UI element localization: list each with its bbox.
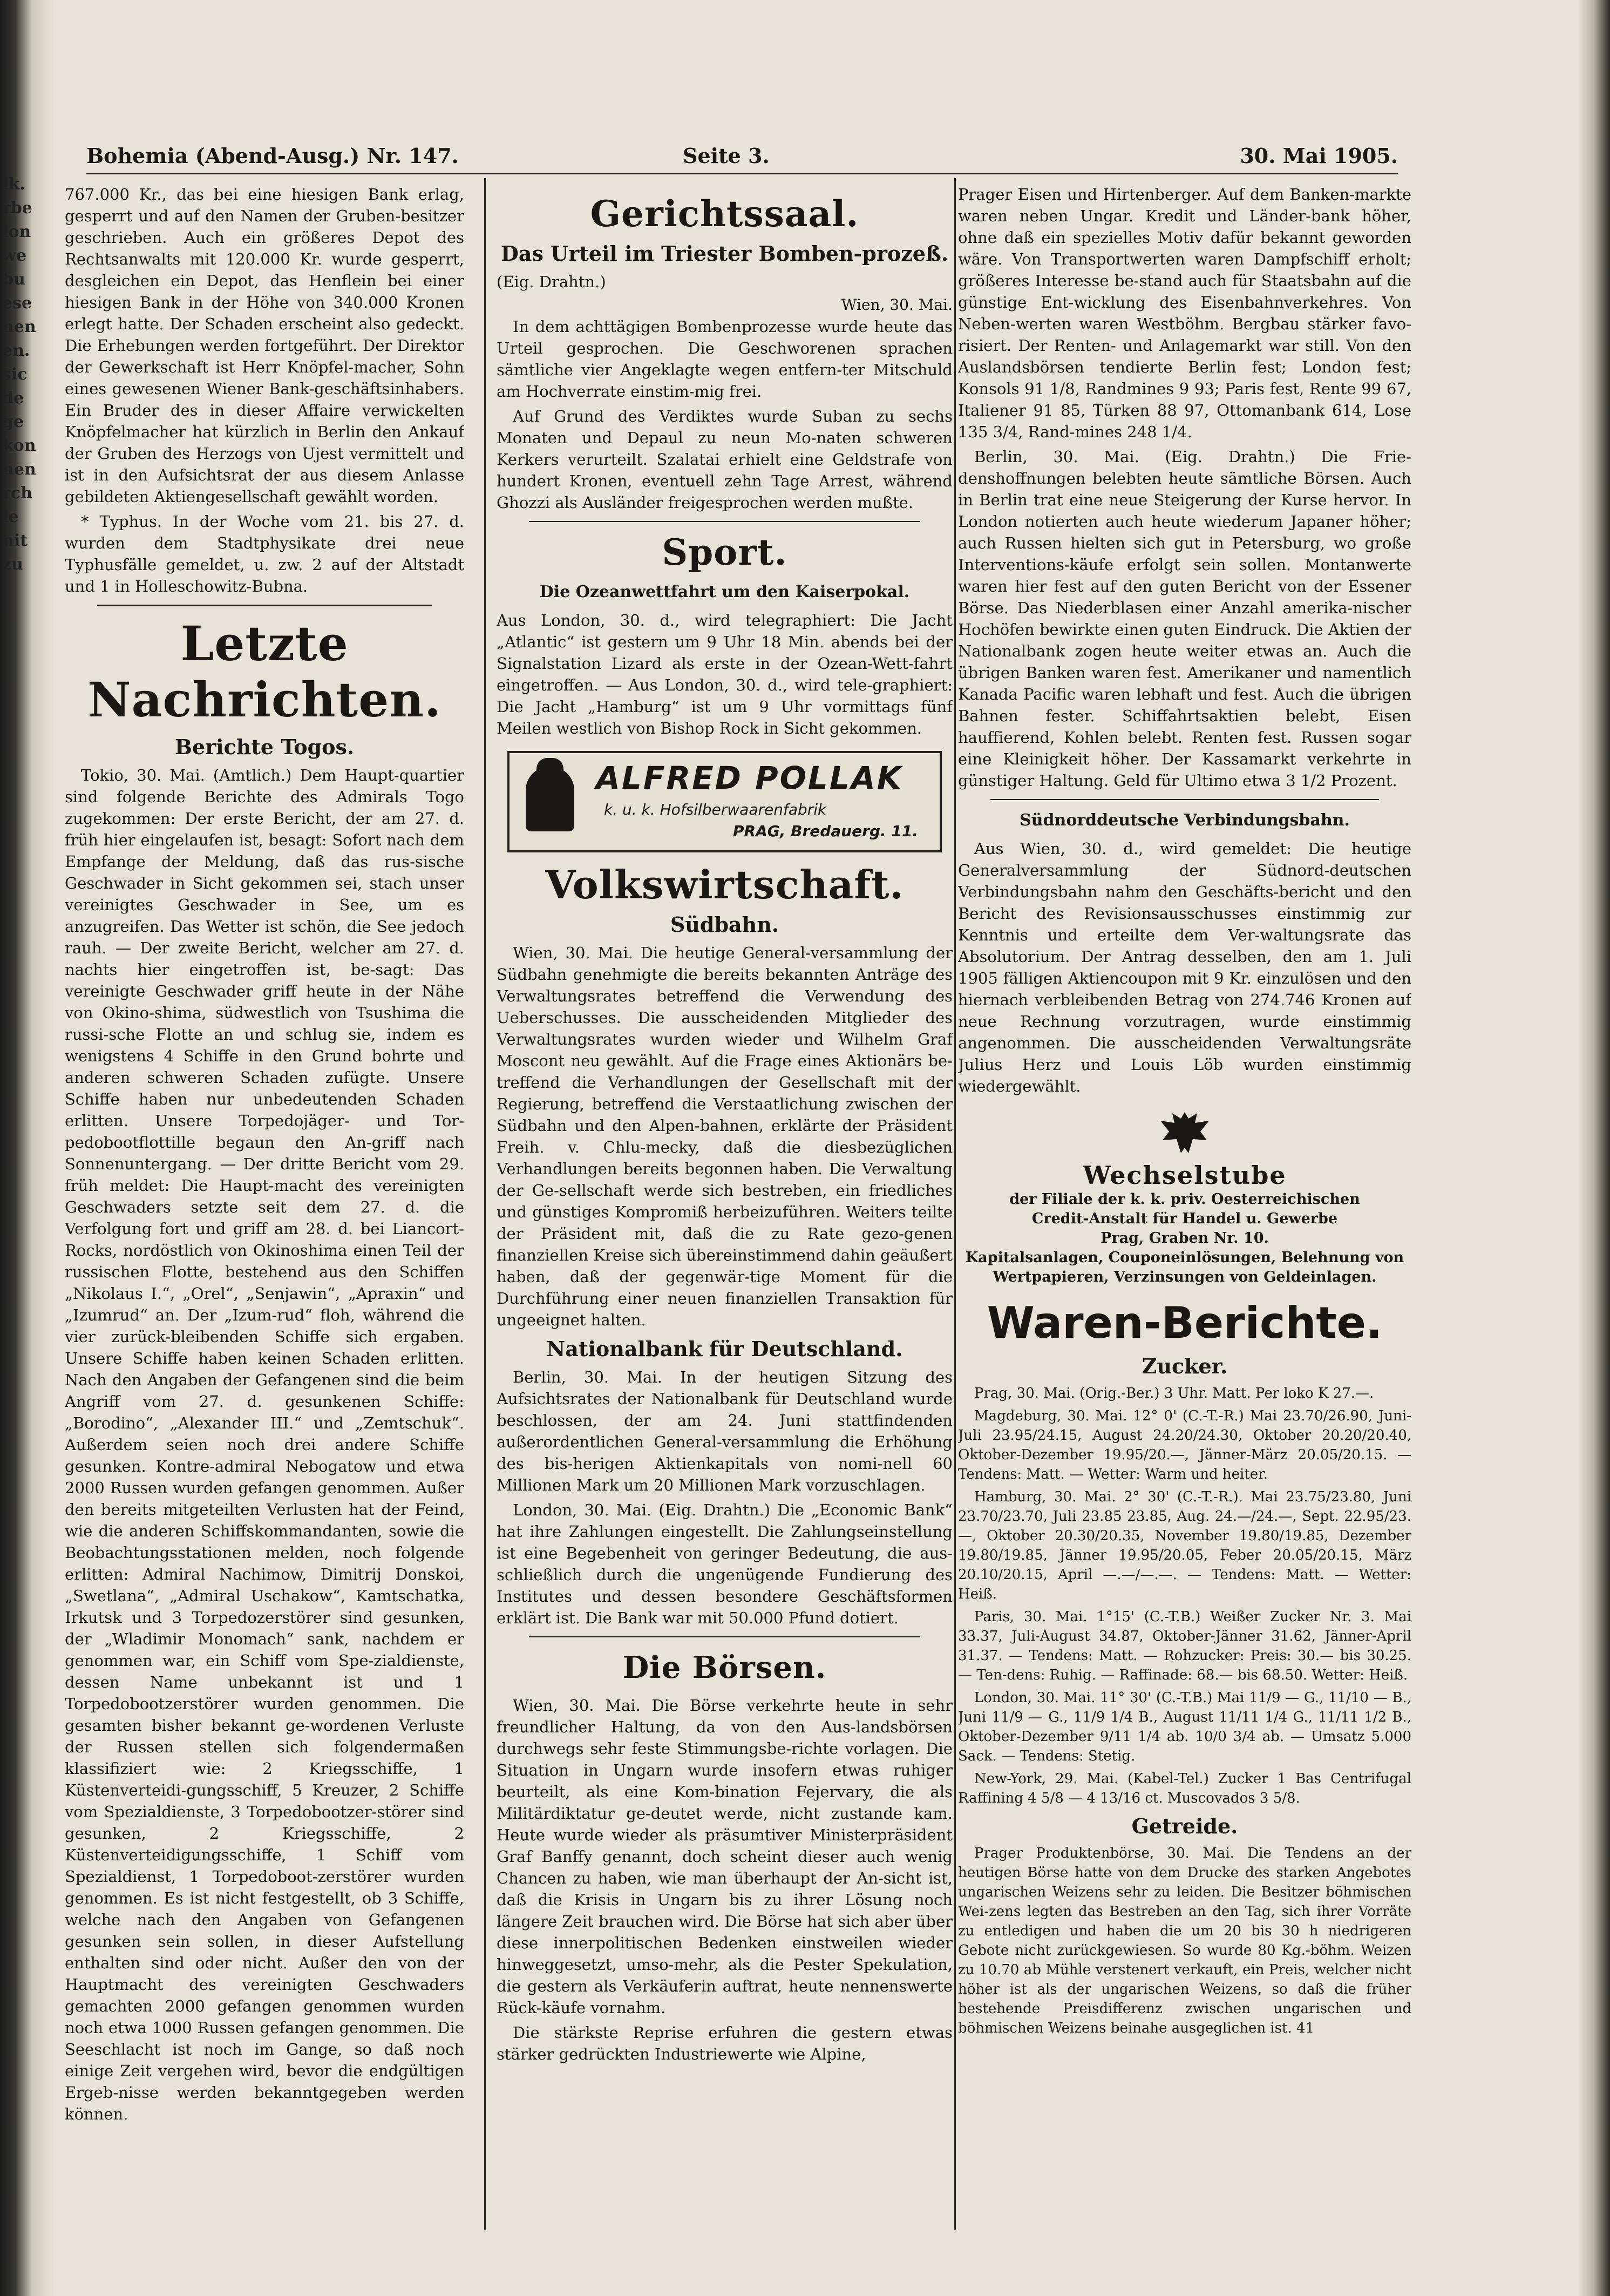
column-3 xyxy=(958,184,1411,2235)
bank-details xyxy=(958,1190,1411,1287)
bank-line: Credit-Anstalt für Handel u. Gewerbe xyxy=(1031,1210,1338,1227)
dateline: Wien, 30. Mai. xyxy=(841,296,953,314)
bank-line: Wertpapieren, Verzinsungen von Geldeinlagen. xyxy=(993,1269,1377,1285)
article-heading: Südbahn. xyxy=(670,912,779,937)
section-heading: Die Börsen. xyxy=(622,1650,827,1685)
advertisement xyxy=(507,751,942,852)
crown-icon xyxy=(526,767,574,831)
section-heading: Letzte Nachrichten. xyxy=(87,615,441,728)
article-heading: Berichte Togos. xyxy=(174,735,355,759)
market-report: Magdeburg, 30. Mai. 12° 0' (C.-T.-R.) Mai 23.70/26.90, Juni-Juli 23.95/24.15, August 24.20/24.30, Oktober 20.20/20.40, Oktober-Dezember 19.95/20.—, Jänner-März 20.05/20.15. — Tendens: Matt. — Wetter: Warm und heiter. xyxy=(958,1408,1411,1482)
article-text: Wien, 30. Mai. Die heutige General-versammlung der Südbahn genehmigte die bereits bekannten Anträge des Verwaltungsrates betreffend die Verwendung des Ueberschusses. Die ausscheidenden Mitglieder des Verwaltungsrates wurden wieder und Wilhelm Graf Moscont neu gewählt. Auf die Frage eines Aktionärs be-treffend die Verhandlungen der Gesellschaft mit der Regierung, betreffend die Verstaatlichung zwischen der Südbahn und den Alpen-bahnen, erklärte der Präsident Freih. v. Chlu-mecky, daß die diesbezüglichen Verhandlungen bereits begonnen haben. Die Verwaltung der Ge-sellschaft werde sich bestreben, ein friedliches und günstiges Kompromiß herbeizuführen. Weiters teilte der Präsident mit, daß die zu Rate gezo-genen finanziellen Kreise sich übereinstimmend dahin geäußert haben, daß der gegenwär-tige Moment für die Durchführung einer neuen finanziellen Transaktion für ungeeignet halten. xyxy=(497,944,953,1329)
article-heading: Die Ozeanwettfahrt um den Kaiserpokal. xyxy=(539,583,910,601)
market-report: Paris, 30. Mai. 1°15' (C.-T.B.) Weißer Zucker Nr. 3. Mai 33.37, Juli-August 34.87, Oktober-Jänner 31.62, Jänner-April 31.37. — Tendens: Matt. — Rohzucker: Preis: 30.— bis 30.25. — Ten-dens: Ruhig. — Raffinade: 68.— bis 68.50. Wetter: Heiß. xyxy=(958,1609,1411,1683)
article-text: London, 30. Mai. (Eig. Drahtn.) Die „Economic Bank“ hat ihre Zahlungen eingestellt. Die Zahlungseinstellung ist eine Begebenheit von geringer Bedeutung, die aus-schließlich durch die ungenügende Fundierung des Institutes und dessen besondere Geschäftsformen erklärt ist. Die Bank war mit 50.000 Pfund dotiert. xyxy=(497,1501,953,1627)
column-1 xyxy=(65,184,464,2235)
market-report: London, 30. Mai. 11° 30' (C.-T.B.) Mai 11/9 — G., 11/10 — B., Juni 11/9 — G., 11/9 1/4 B., August 11/11 1/4 G., 11/11 1/2 B., Oktober-Dezember 9/11 1/4 ab. 10/0 3/4 ab. — Umsatz 5.000 Sack. — Tendens: Stetig. xyxy=(958,1690,1411,1764)
source-note: (Eig. Drahtn.) xyxy=(497,273,606,291)
publication-title: Bohemia (Abend-Ausg.) Nr. 147. xyxy=(86,144,459,168)
article-text: Die stärkste Reprise erfuhren die gestern etwas stärker gedrückten Industriewerte wie Alpine, xyxy=(497,2023,953,2063)
market-report: Prag, 30. Mai. (Orig.-Ber.) 3 Uhr. Matt. Per loko K 27.—. xyxy=(974,1385,1374,1401)
advertiser-name: ALFRED POLLAK xyxy=(596,760,903,796)
page-number: Seite 3. xyxy=(683,144,770,168)
divider xyxy=(97,605,432,606)
bank-line: Kapitalsanlagen, Couponeinlösungen, Belehnung von xyxy=(965,1249,1404,1266)
issue-date: 30. Mai 1905. xyxy=(1240,144,1398,168)
article-heading: Nationalbank für Deutschland. xyxy=(546,1337,903,1361)
article-text: Wien, 30. Mai. Die Börse verkehrte heute in sehr freundlicher Haltung, da von den Aus-landsbörsen durchwegs sehr feste Stimmungsbe-richte vorlagen. Die Situation in Ungarn wurde insofern etwas ruhiger beurteilt, als eine Kom-bination Fejervary, die als Militärdiktatur ge-deutet werde, nicht zustande kam. Heute wurde wieder als präsumtiver Ministerpräsident Graf Banffy genannt, doch scheint dieser auch wenig Chancen zu haben, wie man überhaupt der An-sicht ist, daß die Krisis in Ungarn bis zu ihrer Lösung noch längere Zeit brauchen wird. Die Börse hat sich aber über diese innerpolitischen Bedenken einstweilen wieder hinweggesetzt, umso-mehr, als die Pester Spekulation, die gestern als Verkäuferin auftrat, heute nennenswerte Rück-käufe vornahm. xyxy=(497,1696,953,2017)
bank-line: der Filiale der k. k. priv. Oesterreichischen xyxy=(1009,1191,1360,1208)
market-report: Prager Produktenbörse, 30. Mai. Die Tendens an der heutigen Börse hatte von dem Drucke des starken Angebotes ungarischen Weizens sehr zu leiden. Die Besitzer böhmischen Wei-zens legten das Bestreben an den Tag, sich ihrer Vorräte zu entledigen und haben die um 20 bis 30 h niedrigeren Gebote nicht zurückgewiesen. So wurde 80 Kg.-böhm. Weizen zu 10.70 ab Mühle verstenert verkauft, ein Preis, welcher nicht höher ist als der ungarischen Weizens, so daß die früher bestehende Preisdifferenz zwischen ungarischen und böhmischen Weizens beinahe ausgeglichen ist. 41 xyxy=(958,1845,1411,2036)
bank-line: Prag, Graben Nr. 10. xyxy=(1100,1230,1269,1247)
eagle-icon xyxy=(1155,1108,1214,1157)
divider xyxy=(990,799,1379,800)
divider xyxy=(529,1636,920,1637)
article-text: In dem achttägigen Bombenprozesse wurde heute das Urteil gesprochen. Die Geschworenen sprachen sämtliche vier Angeklagte wegen entfern-ter Mitschuld am Hochverrate einstim-mig frei. xyxy=(497,317,953,401)
previous-page-fragment: ik. rbe ion we bu ese nen en. sic de ge kon nen rch ie nit zu xyxy=(2,175,36,574)
binding-shadow-right xyxy=(1578,0,1610,2296)
article-text: 767.000 Kr., das bei eine hiesigen Bank erlag, gesperrt und auf den Namen der Gruben-besitzer geschrieben. Auch ein größeres Depot des Rechtsanwalts mit 120.000 Kr. wurde gesperrt, desgleichen ein Depot, das Henflein bei einer hiesigen Bank in der Höhe von 340.000 Kronen erlegt hatte. Der Schaden erscheint also gedeckt. Die Erhebungen werden fortgeführt. Der Direktor der Gewerkschaft ist Herr Knöpfel-macher, Sohn eines gewesenen Wiener Bank-geschäftsinhabers. Ein Bruder des in dieser Affaire verwickelten Knöpfelmacher hat kürzlich in Berlin den Ankauf der Gruben des Herzogs von Ujest vermittelt und ist in den Aufsichtsrat der aus diesem Anlasse gebildeten Aktiengesellschaft gewählt worden. xyxy=(65,185,464,506)
column-rule xyxy=(484,178,486,2230)
market-report: Hamburg, 30. Mai. 2° 30' (C.-T.-R.). Mai 23.75/23.80, Juni 23.70/23.70, Juli 23.85 23.85, Aug. 24.—/24.—, Sept. 22.95/23.—, Oktober 20.30/20.35, November 19.80/19.85, Dezember 19.80/19.85, Jänner 19.95/20.05, Feber 20.05/20.15, März 20.10/20.15, April —.—/—.—. — Tendens: Matt. — Wetter: Heiß. xyxy=(958,1489,1411,1602)
article-text: Tokio, 30. Mai. (Amtlich.) Dem Haupt-quartier sind folgende Berichte des Admirals Togo zugekommen: Der erste Bericht, der am 27. d. früh hier eingelaufen ist, besagt: Sofort nach dem Empfange der Meldung, daß das rus-sische Geschwader in Sicht gekommen sei, stach unser vereinigtes Geschwader in See, um es anzugreifen. Das Wetter ist schön, die See jedoch rauh. — Der zweite Bericht, welcher am 27. d. nachts hier eingetroffen ist, be-sagt: Das vereinigte Geschwader griff heute in der Nähe von Okino-shima, südwestlich von Tsushima die russi-sche Flotte an und schlug sie, indem es wenigstens 4 Schiffe in den Grund bohrte und anderen schweren Schaden zufügte. Unsere Schiffe haben nur unbedeutenden Schaden erlitten. Unsere Torpedojäger- und Tor-pedobootflottille begaun den An-griff nach Sonnenuntergang. — Der dritte Bericht vom 29. früh meldet: Die Haupt-macht des vereinigten Geschwaders setzte seit dem 27. d. die Verfolgung fort und griff am 28. d. bei Liancort-Rocks, nordöstlich von Okinoshima einen Teil der russischen Flotte, bestehend aus den Schiffen „Nikolaus I.“, „Orel“, „Senjawin“, „Apraxin“ und „Izumrud“ an. Der „Izum-rud“ floh, während die vier zurück-bleibenden Schiffe sich ergaben. Unsere Schiffe haben keinen Schaden erlitten. Nach den Angaben der Gefangenen sind die beim Angriff vom 27. d. gesunkenen Schiffe: „Borodino“, „Alexander III.“ und „Zemtschuk“. Außerdem seien noch drei andere Schiffe gesunken. Kontre-admiral Nebogatow und etwa 2000 Russen wurden gefangen genommen. Außer den bereits mitgeteilten Verlusten hat der Feind, wie die anderen Schiffskommandanten, sowie die Beobachtungsstationen melden, noch folgende erlitten: Admiral Nachimow, Dimitrij Donskoi, „Swetlana“, „Admiral Uschakow“, Kamtschatka, Irkutsk und 3 Torpedozerstörer sind gesunken, der „Wladimir Monomach“ sank, nachdem er genommen war, ein Schiff vom Spe-zialdienste, dessen Name unbekannt ist und 1 Torpedobootzerstörer wurden genommen. Die gesamten bisher bekannt ge-wordenen Verluste der Russen stellen sich folgendermaßen klassifiziert wie: 2 Kriegsschiffe, 1 Küstenverteidi-gungsschiff, 5 Kreuzer, 2 Schiffe vom Spezialdienste, 3 Torpedobootzer-störer sind gesunken, 2 Kriegsschiffe, 2 Küstenverteidigungsschiffe, 1 Schiff vom Spezialdienst, 1 Torpedoboot-zerstörer wurden genommen. Es ist nicht festgestellt, ob 3 Schiffe, welche nach den Angaben von Gefangenen gesunken sein sollen, in dieser Aufstellung enthalten sind oder nicht. Außer den von der Hauptmacht des vereinigten Geschwaders gemachten 2000 gefangen genommen wurden noch etwa 1000 Russen gefangen genommen. Die Seeschlacht ist noch im Gange, so daß noch einige Zeit vergehen wird, bevor die endgültigen Ergeb-nisse werden bekanntgegeben werden können. xyxy=(65,766,464,2123)
bank-advertisement xyxy=(958,1108,1411,1287)
article-heading: Zucker. xyxy=(1142,1354,1228,1378)
market-reports xyxy=(958,1384,1411,2038)
advertiser-address: PRAG, Bredauerg. 11. xyxy=(733,822,918,840)
column-rule xyxy=(954,178,956,2230)
divider xyxy=(529,521,920,522)
article-heading: Südnorddeutsche Verbindungsbahn. xyxy=(1020,811,1350,830)
article-text: Aus Wien, 30. d., wird gemeldet: Die heutige Generalversammlung der Südnord-deutschen Verbindungsbahn nahm den Geschäfts-bericht und den Bericht des Revisionsausschusses einstimmig zur Kenntnis und erteilte dem Ver-waltungsrate das Absolutorium. Der Antrag desselben, den am 1. Juli 1905 fälligen Aktiencoupon mit 9 Kr. einzulösen und den hiernach verbleibenden Betrag von 274.746 Kronen auf neue Rechnung vorzutragen, wurde einstimmig angenommen. Die ausscheidenden Verwaltungsräte Julius Herz und Louis Löb wurden einstimmig wiedergewählt. xyxy=(958,839,1411,1095)
article-text: Auf Grund des Verdiktes wurde Suban zu sechs Monaten und Depaul zu neun Mo-naten schweren Kerkers verurteilt. Szalatai erhielt eine Geldstrafe von hundert Kronen, eventuell zehn Tage Arrest, während Ghozzi als Ausländer freigesprochen werden mußte. xyxy=(497,407,953,512)
section-heading: Waren-Berichte. xyxy=(987,1298,1383,1348)
article-text: Berlin, 30. Mai. (Eig. Drahtn.) Die Frie-denshoffnungen belebten heute sämtliche Börsen. Auch in Berlin trat eine neue Steigerung der Kurse hervor. In London notierten auch heute wiederum Japaner höher; auch Russen hielten sich gut in Petersburg, wo große Interventions-käufe erfolgt sein sollen. Montanwerte waren hier fest auf den guten Bericht von der Essener Börse. Das Niederblasen einer Anzahl amerika-nischer Hochöfen bewirkte einen guten Eindruck. Die Aktien der Nationalbank zogen heute weiter etwas an. Auch die übrigen Banken waren fest. Amerikaner und namentlich Kanada Pacific waren lebhaft und fest. Auch die übrigen Bahnen fester. Schiffahrtsaktien belebt, Eisen hauffierend, Kohlen belebt. Renten fest. Russen sogar eine Kleinigkeit höher. Der Kassamarkt verkehrte in günstiger Haltung. Geld für Ultimo etwa 3 1/2 Prozent. xyxy=(958,448,1411,790)
article-text: Aus London, 30. d., wird telegraphiert: Die Jacht „Atlantic“ ist gestern um 9 Uhr 18 Min. abends bei der Signalstation Lizard als erste in der Ozean-Wett-fahrt eingetroffen. — Aus London, 30. d., wird tele-graphiert: Die Jacht „Hamburg“ ist um 9 Uhr vormittags fünf Meilen westlich von Bishop Rock in Sicht gekommen. xyxy=(497,611,953,737)
article-text: Berlin, 30. Mai. In der heutigen Sitzung des Aufsichtsrates der Nationalbank für Deutschland wurde beschlossen, der am 24. Juni stattfindenden außerordentlichen General-versammlung die Erhöhung des bis-herigen Aktienkapitals von nomi-nell 60 Millionen Mark um 20 Millionen Mark vorzuschlagen. xyxy=(497,1368,953,1494)
article-heading: Getreide. xyxy=(1131,1814,1238,1838)
section-heading: Sport. xyxy=(662,531,787,573)
section-heading: Volkswirtschaft. xyxy=(545,862,904,907)
bank-title: Wechselstube xyxy=(1083,1161,1287,1190)
column-2 xyxy=(497,184,953,2235)
article-text: * Typhus. In der Woche vom 21. bis 27. d. wurden dem Stadtphysikate drei neue Typhusfälle gemeldet, u. zw. 2 auf der Altstadt und 1 in Holleschowitz-Bubna. xyxy=(65,512,464,595)
article-text: Prager Eisen und Hirtenberger. Auf dem Banken-markte waren neben Ungar. Kredit und Länder-bank höher, ohne daß ein spezielles Motiv dafür bekannt geworden wäre. Von Transportwerten waren Dampfschiff erholt; größeres Interesse be-stand auch für Staatsbahn auf die günstige Ent-wicklung des Eisenbahnverkehres. Von Neben-werten waren Westböhm. Bergbau stärker favo-risiert. Der Renten- und Anlagemarkt war still. Von den Auslandsbörsen tendierte Berlin fest; London fest; Konsols 91 1/8, Randmines 9 93; Paris fest, Rente 99 67, Italiener 91 85, Türken 88 97, Ottomanbank 614, Lose 135 3/4, Rand-mines 248 1/4. xyxy=(958,185,1411,441)
section-heading: Gerichtssaal. xyxy=(590,193,859,235)
running-head xyxy=(86,144,1398,174)
article-heading: Das Urteil im Triester Bomben-prozeß. xyxy=(500,241,949,266)
market-report: New-York, 29. Mai. (Kabel-Tel.) Zucker 1 Bas Centrifugal Raffining 4 5/8 — 4 13/16 ct. Muscovados 3 5/8. xyxy=(958,1771,1411,1806)
advertiser-description: k. u. k. Hofsilberwaarenfabrik xyxy=(604,801,827,818)
